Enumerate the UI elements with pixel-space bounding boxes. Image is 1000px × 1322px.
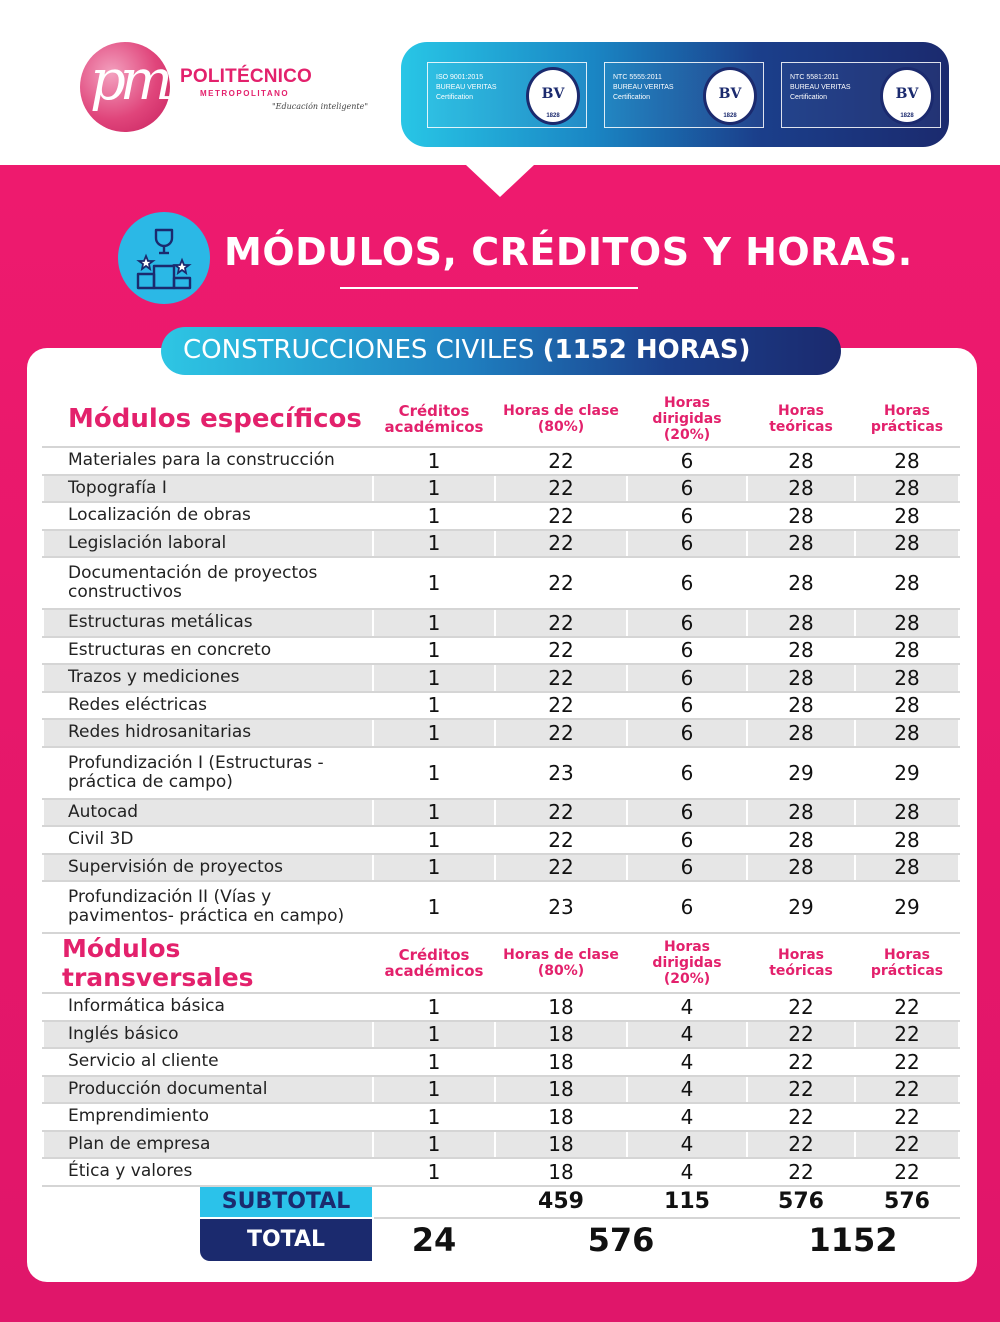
module-row <box>43 1076 959 1104</box>
cell-horas-dirigidas: 4 <box>627 993 747 1021</box>
certification-ntc-5581 <box>781 62 941 128</box>
program-banner <box>161 327 841 375</box>
module-row <box>43 1021 959 1049</box>
program-hours: (1152 HORAS) <box>542 335 751 365</box>
module-row <box>43 475 959 503</box>
module-row <box>43 637 959 665</box>
cell-horas-practicas: 28 <box>855 637 959 665</box>
cell-horas-teoricas: 22 <box>747 1158 855 1186</box>
cell-horas-teoricas: 28 <box>747 475 855 503</box>
cell-horas-practicas: 22 <box>855 1131 959 1159</box>
module-row <box>43 881 959 933</box>
cell-horas-dirigidas: 6 <box>627 557 747 609</box>
module-name <box>43 637 373 665</box>
cell-horas-clase: 22 <box>495 854 627 882</box>
cell-horas-clase: 18 <box>495 1076 627 1104</box>
cell-horas-clase: 22 <box>495 719 627 747</box>
modules-table <box>42 390 960 1263</box>
cell-creditos: 1 <box>373 1103 495 1131</box>
cell-horas-teoricas: 29 <box>747 881 855 933</box>
module-name-line: Inglés básico <box>68 1023 179 1044</box>
cell-creditos: 1 <box>373 1048 495 1076</box>
certification-iso-9001 <box>427 62 587 128</box>
cell-horas-teoricas: 22 <box>747 1021 855 1049</box>
cell-creditos: 1 <box>373 1158 495 1186</box>
cell-horas-clase: 22 <box>495 799 627 827</box>
module-name-line: Legislación laboral <box>68 532 227 553</box>
module-name <box>43 1131 373 1159</box>
cell-horas-practicas: 22 <box>855 1021 959 1049</box>
cert-label: Certification <box>436 94 473 101</box>
module-name <box>43 1158 373 1186</box>
cell-creditos: 1 <box>373 747 495 799</box>
cell-horas-clase: 22 <box>495 475 627 503</box>
module-name-line: Servicio al cliente <box>68 1051 219 1072</box>
module-name <box>43 609 373 637</box>
col-header-horas-dirigidas: Horas dirigidas (20%) <box>627 933 747 993</box>
subtotal-horas-practicas: 576 <box>855 1186 959 1218</box>
total-horas-totales: 1152 <box>747 1218 959 1262</box>
cell-creditos: 1 <box>373 447 495 475</box>
total-creditos: 24 <box>373 1218 495 1262</box>
cell-horas-practicas: 22 <box>855 1103 959 1131</box>
col-header-horas-practicas: Horas prácticas <box>855 391 959 447</box>
cell-horas-dirigidas: 6 <box>627 747 747 799</box>
cell-horas-teoricas: 28 <box>747 664 855 692</box>
cert-body: BUREAU VERITAS <box>613 84 674 91</box>
cell-horas-clase: 22 <box>495 447 627 475</box>
bureau-veritas-seal-icon: BV 1828 <box>526 67 580 125</box>
module-row <box>43 1103 959 1131</box>
brand-subtitle: METROPOLITANO <box>200 89 290 98</box>
cell-horas-practicas: 28 <box>855 530 959 558</box>
brand-tagline: "Educación inteligente" <box>272 102 369 111</box>
module-name-line: Informática básica <box>68 996 225 1017</box>
subtotal-creditos <box>373 1186 495 1218</box>
cell-horas-practicas: 29 <box>855 747 959 799</box>
module-name-line: Profundización II (Vías y <box>68 887 272 907</box>
module-name <box>43 475 373 503</box>
module-row <box>43 609 959 637</box>
module-name-line: Civil 3D <box>68 829 134 850</box>
cell-horas-dirigidas: 6 <box>627 799 747 827</box>
cell-horas-teoricas: 22 <box>747 1076 855 1104</box>
col-header-horas-clase: Horas de clase (80%) <box>495 933 627 993</box>
module-row <box>43 1131 959 1159</box>
cell-creditos: 1 <box>373 1076 495 1104</box>
col-header-creditos: Créditos académicos <box>373 391 495 447</box>
cell-horas-dirigidas: 6 <box>627 826 747 854</box>
module-name-line: Producción documental <box>68 1078 268 1099</box>
specific-header-row <box>43 391 959 447</box>
cell-horas-practicas: 28 <box>855 854 959 882</box>
cell-horas-dirigidas: 6 <box>627 609 747 637</box>
cell-horas-clase: 22 <box>495 502 627 530</box>
module-row <box>43 664 959 692</box>
subtotal-row <box>43 1186 959 1218</box>
module-name-line: Ética y valores <box>68 1161 193 1182</box>
col-header-horas-clase: Horas de clase (80%) <box>495 391 627 447</box>
module-name <box>43 854 373 882</box>
brand-text <box>180 66 368 111</box>
cell-horas-dirigidas: 6 <box>627 637 747 665</box>
module-name <box>43 1076 373 1104</box>
cell-creditos: 1 <box>373 692 495 720</box>
cell-horas-clase: 18 <box>495 1131 627 1159</box>
cell-horas-dirigidas: 6 <box>627 664 747 692</box>
module-name-line: Estructuras metálicas <box>68 612 253 633</box>
cell-horas-clase: 18 <box>495 993 627 1021</box>
col-header-horas-dirigidas: Horas dirigidas (20%) <box>627 391 747 447</box>
module-name-line: Redes eléctricas <box>68 694 208 715</box>
module-name <box>43 502 373 530</box>
cell-horas-clase: 23 <box>495 747 627 799</box>
module-row <box>43 747 959 799</box>
cell-horas-clase: 23 <box>495 881 627 933</box>
module-row <box>43 799 959 827</box>
cell-creditos: 1 <box>373 609 495 637</box>
cell-horas-teoricas: 28 <box>747 719 855 747</box>
certification-ntc-5555 <box>604 62 764 128</box>
cell-horas-dirigidas: 6 <box>627 881 747 933</box>
cell-horas-teoricas: 22 <box>747 1048 855 1076</box>
module-row <box>43 692 959 720</box>
cell-horas-practicas: 28 <box>855 609 959 637</box>
cell-horas-dirigidas: 6 <box>627 692 747 720</box>
module-name-line: práctica de campo) <box>68 771 233 792</box>
subtotal-horas-teoricas: 576 <box>747 1186 855 1218</box>
cell-horas-clase: 22 <box>495 664 627 692</box>
module-name-line: Documentación de proyectos <box>68 563 318 583</box>
cert-standard: NTC 5555:2011 <box>613 74 662 81</box>
cell-horas-dirigidas: 6 <box>627 502 747 530</box>
cell-creditos: 1 <box>373 475 495 503</box>
subtotal-horas-dirigidas: 115 <box>627 1186 747 1218</box>
module-name-line: Estructuras en concreto <box>68 639 272 660</box>
cell-horas-teoricas: 22 <box>747 1103 855 1131</box>
module-name <box>43 993 373 1021</box>
cell-horas-practicas: 28 <box>855 475 959 503</box>
cell-horas-practicas: 28 <box>855 826 959 854</box>
cell-horas-practicas: 28 <box>855 447 959 475</box>
cell-horas-dirigidas: 4 <box>627 1021 747 1049</box>
cell-horas-clase: 22 <box>495 557 627 609</box>
module-name-line: Trazos y mediciones <box>68 667 240 688</box>
module-name <box>43 826 373 854</box>
cell-horas-teoricas: 28 <box>747 854 855 882</box>
cell-horas-teoricas: 28 <box>747 502 855 530</box>
col-header-horas-teoricas: Horas teóricas <box>747 391 855 447</box>
cert-label: Certification <box>790 94 827 101</box>
module-name-line: Topografía I <box>68 477 167 498</box>
module-row <box>43 1158 959 1186</box>
cell-horas-practicas: 28 <box>855 664 959 692</box>
module-name-line: Materiales para la construcción <box>68 450 335 471</box>
cell-horas-teoricas: 28 <box>747 692 855 720</box>
page-title: MÓDULOS, CRÉDITOS Y HORAS. <box>224 230 913 274</box>
module-name-line: pavimentos- práctica en campo) <box>68 906 345 926</box>
section-title-specific: Módulos específicos <box>43 391 373 447</box>
module-name-line: Profundización I (Estructuras - <box>68 752 324 773</box>
subtotal-spacer <box>43 1186 373 1218</box>
cell-horas-practicas: 28 <box>855 557 959 609</box>
cell-creditos: 1 <box>373 1021 495 1049</box>
module-name <box>43 719 373 747</box>
cell-horas-clase: 22 <box>495 609 627 637</box>
module-name <box>43 664 373 692</box>
cell-horas-dirigidas: 6 <box>627 854 747 882</box>
module-row <box>43 557 959 609</box>
module-name <box>43 692 373 720</box>
module-row <box>43 826 959 854</box>
cert-standard: ISO 9001:2015 <box>436 74 484 81</box>
total-row <box>43 1218 959 1262</box>
total-horas-guiadas: 576 <box>495 1218 747 1262</box>
subtotal-label: SUBTOTAL <box>200 1187 372 1217</box>
cell-horas-teoricas: 29 <box>747 747 855 799</box>
module-name <box>43 747 373 799</box>
module-name <box>43 557 373 609</box>
module-row <box>43 1048 959 1076</box>
cell-horas-teoricas: 28 <box>747 637 855 665</box>
bureau-veritas-seal-icon: BV 1828 <box>880 67 934 125</box>
cell-horas-dirigidas: 6 <box>627 719 747 747</box>
module-row <box>43 719 959 747</box>
cell-horas-clase: 18 <box>495 1158 627 1186</box>
cell-horas-clase: 22 <box>495 692 627 720</box>
cell-creditos: 1 <box>373 826 495 854</box>
subtotal-horas-clase: 459 <box>495 1186 627 1218</box>
module-name-line: constructivos <box>68 582 182 602</box>
cell-horas-practicas: 22 <box>855 1048 959 1076</box>
cell-horas-dirigidas: 4 <box>627 1048 747 1076</box>
module-name <box>43 530 373 558</box>
bureau-veritas-seal-icon: BV 1828 <box>703 67 757 125</box>
cell-creditos: 1 <box>373 993 495 1021</box>
cell-horas-teoricas: 28 <box>747 609 855 637</box>
total-label: TOTAL <box>200 1219 372 1261</box>
module-name-line: Emprendimiento <box>68 1106 210 1127</box>
transversal-header-row <box>43 933 959 993</box>
cell-horas-clase: 18 <box>495 1021 627 1049</box>
brand-name: POLITÉCNICO <box>180 66 313 87</box>
cell-horas-clase: 18 <box>495 1048 627 1076</box>
module-name-line: Supervisión de proyectos <box>68 856 283 877</box>
col-header-creditos: Créditos académicos <box>373 933 495 993</box>
module-name-line: Localización de obras <box>68 505 251 526</box>
cell-horas-practicas: 28 <box>855 719 959 747</box>
module-name-line: Redes hidrosanitarias <box>68 722 252 743</box>
cell-creditos: 1 <box>373 881 495 933</box>
cell-horas-practicas: 22 <box>855 1076 959 1104</box>
cell-horas-dirigidas: 6 <box>627 447 747 475</box>
cell-horas-practicas: 22 <box>855 993 959 1021</box>
col-header-horas-practicas: Horas prácticas <box>855 933 959 993</box>
program-name: CONSTRUCCIONES CIVILES <box>183 335 535 365</box>
cell-horas-practicas: 28 <box>855 502 959 530</box>
module-name <box>43 881 373 933</box>
cell-horas-dirigidas: 4 <box>627 1076 747 1104</box>
cell-horas-clase: 22 <box>495 637 627 665</box>
cell-horas-practicas: 28 <box>855 692 959 720</box>
logo-mark <box>80 42 170 132</box>
cert-label: Certification <box>613 94 650 101</box>
total-spacer <box>43 1218 373 1262</box>
cell-horas-practicas: 29 <box>855 881 959 933</box>
cell-horas-dirigidas: 6 <box>627 475 747 503</box>
cell-horas-clase: 18 <box>495 1103 627 1131</box>
module-name-line: Autocad <box>68 801 139 822</box>
page-header <box>0 0 1000 165</box>
cell-horas-teoricas: 22 <box>747 993 855 1021</box>
cell-creditos: 1 <box>373 664 495 692</box>
module-row <box>43 502 959 530</box>
header-notch <box>466 165 534 197</box>
cell-horas-practicas: 28 <box>855 799 959 827</box>
podium-trophy-icon <box>118 212 210 304</box>
logo-mark-text: pm <box>90 48 167 113</box>
cell-horas-teoricas: 28 <box>747 530 855 558</box>
cell-horas-clase: 22 <box>495 530 627 558</box>
cell-horas-dirigidas: 4 <box>627 1103 747 1131</box>
cell-horas-teoricas: 28 <box>747 799 855 827</box>
cell-creditos: 1 <box>373 799 495 827</box>
cell-creditos: 1 <box>373 719 495 747</box>
module-name <box>43 1048 373 1076</box>
module-name <box>43 799 373 827</box>
cell-horas-teoricas: 28 <box>747 447 855 475</box>
cell-creditos: 1 <box>373 530 495 558</box>
cert-standard: NTC 5581:2011 <box>790 74 839 81</box>
cell-creditos: 1 <box>373 1131 495 1159</box>
module-row <box>43 993 959 1021</box>
certifications-bar <box>401 42 949 147</box>
cell-creditos: 1 <box>373 557 495 609</box>
cert-body: BUREAU VERITAS <box>436 84 497 91</box>
module-row <box>43 530 959 558</box>
cert-body: BUREAU VERITAS <box>790 84 851 91</box>
cell-creditos: 1 <box>373 854 495 882</box>
cell-horas-practicas: 22 <box>855 1158 959 1186</box>
module-row <box>43 447 959 475</box>
cell-creditos: 1 <box>373 637 495 665</box>
title-underline <box>340 287 638 289</box>
module-name <box>43 1021 373 1049</box>
cell-creditos: 1 <box>373 502 495 530</box>
col-header-horas-teoricas: Horas teóricas <box>747 933 855 993</box>
module-name-line: Plan de empresa <box>68 1133 211 1154</box>
cell-horas-teoricas: 28 <box>747 826 855 854</box>
brand-logo <box>80 42 380 142</box>
module-name <box>43 447 373 475</box>
module-row <box>43 854 959 882</box>
cell-horas-dirigidas: 4 <box>627 1131 747 1159</box>
cell-horas-teoricas: 28 <box>747 557 855 609</box>
cell-horas-dirigidas: 6 <box>627 530 747 558</box>
cell-horas-teoricas: 22 <box>747 1131 855 1159</box>
module-name <box>43 1103 373 1131</box>
section-title-transversal: Módulos transversales <box>43 933 373 993</box>
cell-horas-dirigidas: 4 <box>627 1158 747 1186</box>
cell-horas-clase: 22 <box>495 826 627 854</box>
